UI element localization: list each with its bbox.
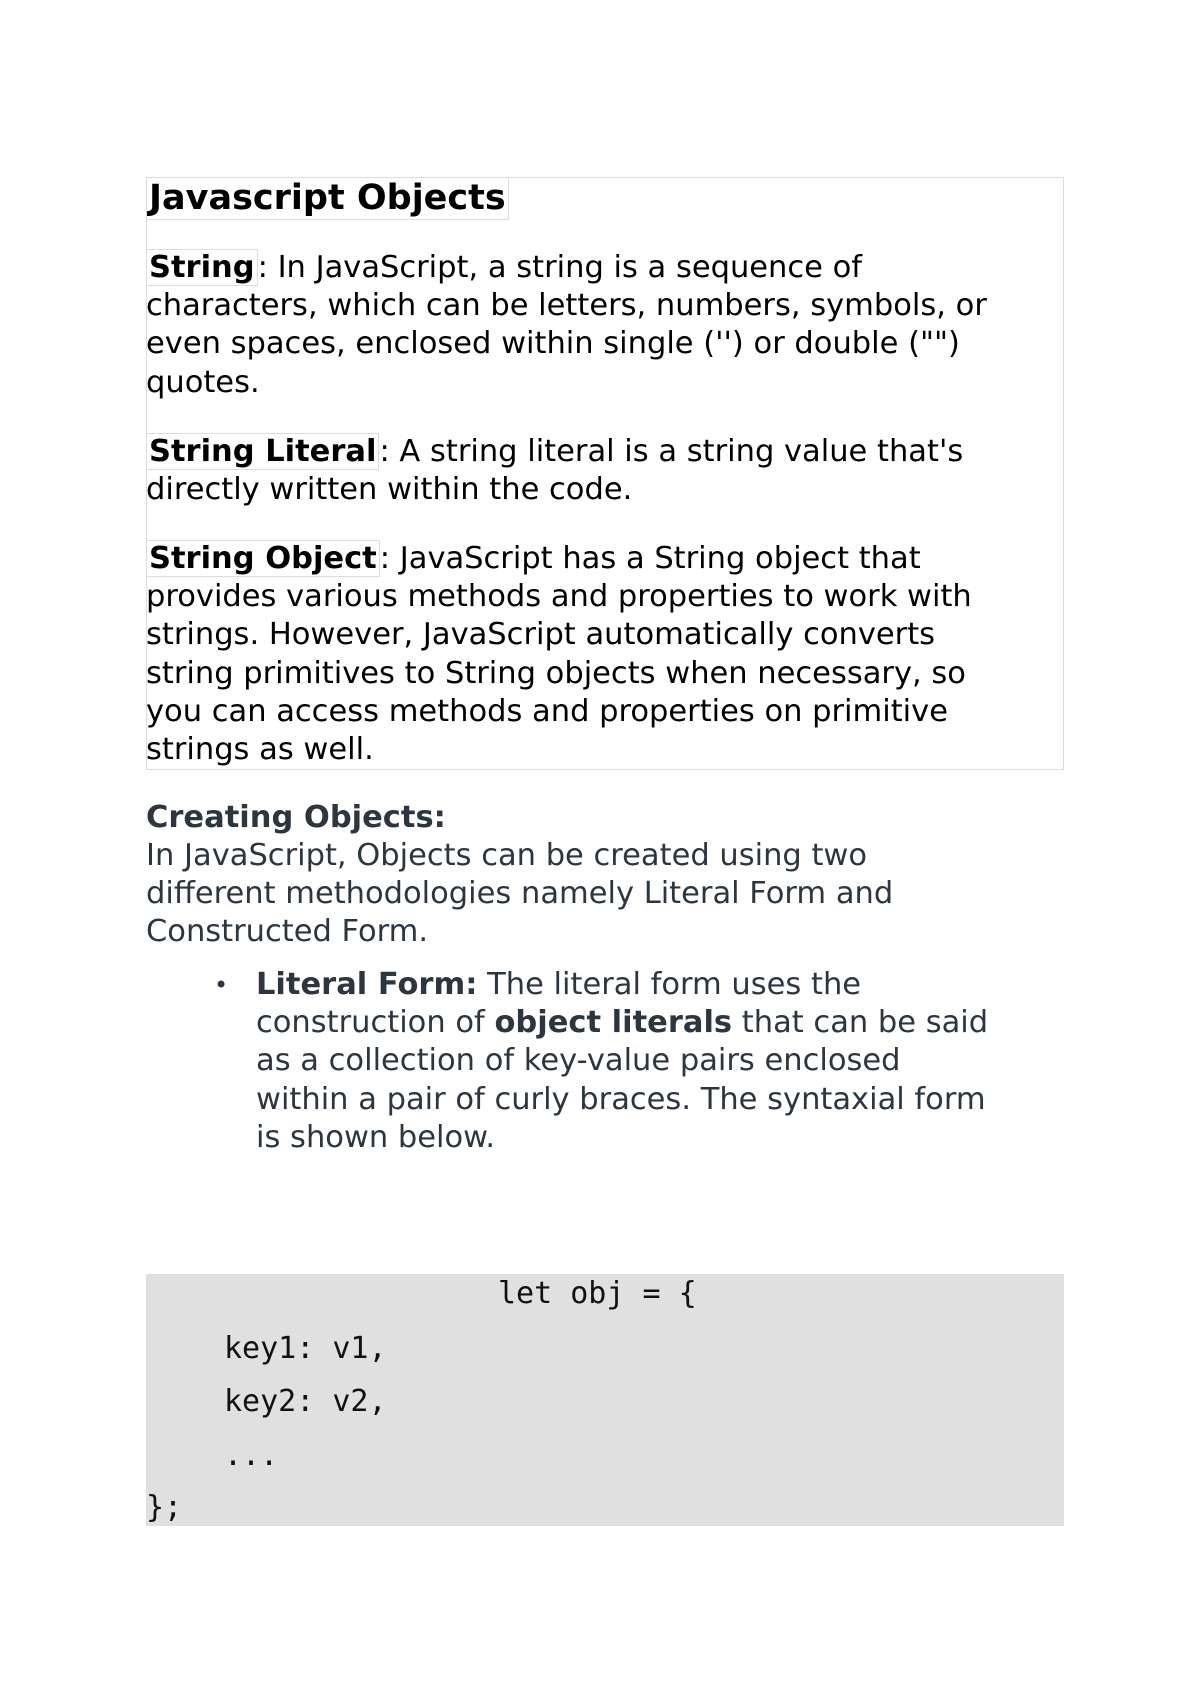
definition-text-line: quotes. bbox=[146, 364, 260, 400]
bullet-text: is shown below. bbox=[256, 1119, 496, 1155]
definition-text-line: provides various methods and properties to work with bbox=[146, 579, 972, 615]
definition-text-line: strings as well. bbox=[146, 732, 374, 768]
definition-text-line: characters, which can be letters, numbers, symbols, or bbox=[146, 288, 987, 324]
definition-term: String Literal bbox=[146, 433, 379, 470]
definition-string-object bbox=[146, 540, 1066, 769]
definition-string bbox=[146, 249, 1066, 402]
definition-text-line: : A string literal is a string value that's bbox=[379, 434, 964, 469]
definition-text-line: : In JavaScript, a string is a sequence of bbox=[257, 250, 863, 285]
definition-string-literal bbox=[146, 433, 1066, 509]
definition-term: String Object bbox=[146, 540, 380, 577]
intro-line: different methodologies namely Literal Form and bbox=[146, 876, 894, 912]
bullet-text: construction of bbox=[256, 1005, 495, 1041]
definition-term: String bbox=[146, 249, 258, 286]
definition-text-line: directly written within the code. bbox=[146, 472, 633, 508]
page-title: Javascript Objects bbox=[146, 177, 509, 220]
code-line: key1: v1, bbox=[224, 1331, 387, 1366]
code-line: key2: v2, bbox=[224, 1384, 387, 1419]
code-line: let obj = { bbox=[498, 1276, 697, 1311]
definition-text-line: string primitives to String objects when necessary, so bbox=[146, 655, 966, 691]
section-intro bbox=[146, 837, 893, 952]
intro-line: Constructed Form. bbox=[146, 914, 429, 950]
definition-text-line: : JavaScript has a String object that bbox=[379, 541, 921, 576]
definition-text-line: you can access methods and properties on primitive bbox=[146, 693, 948, 729]
intro-line: In JavaScript, Objects can be created using two bbox=[146, 838, 868, 873]
bullet-label: Literal Form: bbox=[256, 967, 478, 1002]
code-line: }; bbox=[146, 1490, 183, 1525]
bullet-text: The literal form uses the bbox=[477, 967, 862, 1002]
list-item-literal-form bbox=[256, 966, 988, 1157]
bullet-text: that can be said bbox=[732, 1005, 989, 1041]
bullet-text: as a collection of key-value pairs enclosed bbox=[256, 1043, 901, 1079]
definition-text-line: even spaces, enclosed within single ('') or double ("") bbox=[146, 326, 960, 362]
section-heading: Creating Objects: bbox=[146, 800, 446, 835]
bullet-text: within a pair of curly braces. The syntaxial form bbox=[256, 1081, 986, 1117]
bullet-marker: • bbox=[214, 971, 229, 999]
bullet-emphasis: object literals bbox=[494, 1005, 733, 1041]
definition-text-line: strings. However, JavaScript automatically converts bbox=[146, 617, 936, 653]
code-line: ... bbox=[224, 1438, 279, 1473]
